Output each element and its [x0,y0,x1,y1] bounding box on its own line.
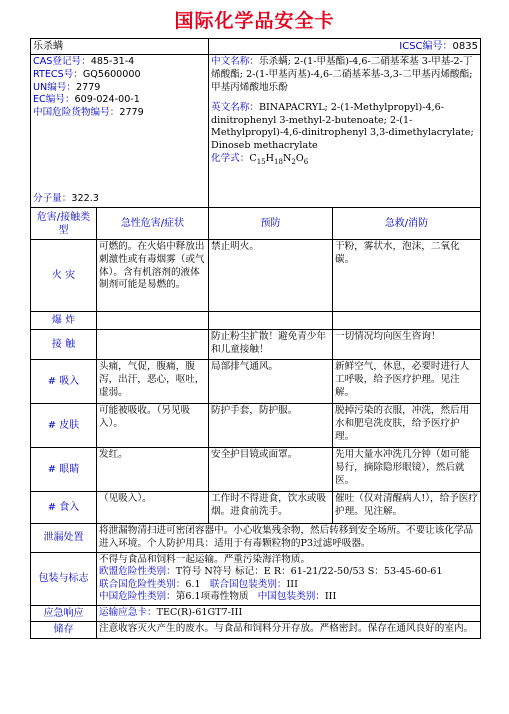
spill-label: 泄漏处置 [31,524,97,552]
emergency-label: 应急响应 [31,606,97,622]
cn-class-label: 中国危险性类别： [99,591,176,603]
hazard-prevention: 防止粉尘扩散！避免青少年和儿童接触！ [209,330,333,360]
packaging-line1: 不得与食品和饲料一起运输。严重污染海洋物质。 [99,553,311,565]
hazard-first-aid [333,312,481,330]
identifier-block [31,55,209,208]
cas-line [33,56,206,69]
hazard-symptoms [97,330,209,360]
hazard-prevention: 安全护目镜或面罩。 [209,448,333,492]
emergency-card-value: TEC(R)-61GT7-III [156,607,243,619]
hazard-prevention: 工作时不得进食，饮水或吸烟。进食前洗手。 [209,492,333,524]
cn-pack-value: III [324,591,337,603]
spill-row [31,524,481,552]
en-name-label: 英文名称： [211,102,259,114]
formula-h-count: 18 [274,157,283,166]
cn-class-value: 第6.1项毒性物质 [175,591,249,603]
formula-line [211,153,478,167]
hazard-type-label: 爆 炸 [31,312,97,330]
hazard-symptoms: 发红。 [97,448,209,492]
formula-h: H [265,152,275,164]
eu-class-label: 欧盟危险性类别： [99,566,176,578]
header-row [31,208,481,240]
cn-name-value: 乐杀螨; 2-(1-甲基酯)-4,6-二硝基苯基 3-甲基-2-丁烯酸酯; 2-(1-甲基丙基)-4,6-二硝基苯基-3,3-二甲基丙烯酸酯; 甲基丙烯酸地乐酚 [211,56,473,93]
en-name-value: BINAPACRYL; 2-(1-Methylpropyl)-4,6-dinitrophenyl 3-methyl-2-butenoate; 2-(1-Methylpropyl)-4,6-dinitrophenyl 3,3-dimethylacrylate; Dinoseb methacrylate [211,102,474,152]
hazard-row-contact [31,330,481,360]
emergency-block [97,606,481,622]
header-type: 危害/接触类型 [31,208,97,240]
hazard-row-fire [31,240,481,312]
en-name-line [211,102,478,153]
hazard-first-aid: 催吐（仅对清醒病人!），给予医疗护理。见注解。 [333,492,481,524]
mw-value: 322.3 [71,192,99,204]
names-block [209,55,481,208]
un-class-value: 6.1 [185,578,201,590]
hazard-type-label: # 皮肤 [31,404,97,448]
formula-n-count: 2 [291,157,296,166]
formula-label: 化学式： [211,152,250,164]
icsc-value: 0835 [452,41,478,52]
hazard-row-ingestion [31,492,481,524]
hazard-prevention: 禁止明火。 [209,240,333,312]
mw-label: 分子量： [33,192,72,204]
un-class-line [99,579,478,592]
cn-class-line [99,591,478,604]
un-value: 2779 [75,81,101,93]
cas-label: CAS登记号： [33,56,91,68]
header-first-aid: 急救/消防 [333,208,481,240]
identifier-row [31,55,481,208]
packaging-row [31,552,481,606]
hazard-type-label: # 眼睛 [31,448,97,492]
un-label: UN编号： [33,81,76,93]
icsc-card-table [30,38,481,639]
card-title: 国际化学品安全卡 [174,10,335,32]
un-pack-value: III [286,578,298,590]
packaging-label: 包装与标志 [31,552,97,606]
storage-text: 注意收容灭火产生的废水。与食品和饲料分开存放。严格密封。保存在通风良好的室内。 [97,622,481,638]
hazard-symptoms: 头痛，气促，腹痛，腹泻，出汗，恶心，呕吐，虚弱。 [97,360,209,404]
rtecs-line [33,69,206,82]
cn-name-line [211,56,478,94]
name-row [31,39,481,55]
cn-dg-value: 2779 [119,106,144,118]
hazard-first-aid: 一切情况均向医生咨询！ [333,330,481,360]
chemical-name-cn: 乐杀螨 [31,39,209,55]
header-symptoms: 急性危害/症状 [97,208,209,240]
spill-text: 将泄漏物清扫进可密闭容器中。小心收集残余物，然后转移到安全场所。不要让该化学品进入环境。个人防护用具：适用于有毒颗粒物的P3过滤呼吸器。 [97,524,481,552]
packaging-block [97,552,481,606]
un-class-label: 联合国危险性类别： [99,578,186,590]
hazard-first-aid: 干粉，雾状水，泡沫，二氧化碳。 [333,240,481,312]
formula-c-count: 15 [256,157,266,166]
hazard-type-label: 接 触 [31,330,97,360]
header-prevention: 预防 [209,208,333,240]
hazard-row-skin [31,404,481,448]
emergency-card-label: 运输应急卡： [99,607,157,619]
hazard-first-aid: 脱掉污染的衣服，冲洗，然后用水和肥皂洗皮肤，给予医疗护理。 [333,404,481,448]
icsc-number [209,39,481,55]
cn-pack-label: 中国包装类别： [257,591,325,603]
hazard-symptoms: （见吸入）。 [97,492,209,524]
hazard-prevention [209,312,333,330]
rtecs-value: GQ5600000 [82,68,141,80]
ec-label: EC编号： [33,94,75,106]
cas-value: 485-31-4 [90,56,135,68]
rtecs-label: RTECS号： [33,68,83,80]
eu-class-value: T符号 N符号 标记：E R：61-21/22-50/53 S：53-45-60-61 [175,566,443,578]
hazard-symptoms: 可能被吸收。（另见吸入）。 [97,404,209,448]
formula-c: C [249,152,257,164]
hazard-symptoms: 可燃的。在火焰中释放出刺激性或有毒烟雾（或气体）。含有机溶剂的液体制剂可能是易燃的。 [97,240,209,312]
cn-dg-label: 中国危险货物编号： [33,106,120,118]
hazard-type-label: 火 灾 [31,240,97,312]
eu-class-line [99,566,478,579]
formula-o-count: 6 [303,157,309,166]
hazard-row-eyes [31,448,481,492]
storage-label: 储存 [31,622,97,638]
hazard-type-label: # 食入 [31,492,97,524]
storage-row [31,622,481,638]
mw-line [33,193,99,206]
hazard-symptoms [97,312,209,330]
hazard-row-inhalation [31,360,481,404]
un-pack-label: 联合国包装类别： [209,578,287,590]
formula-n: N [282,152,292,164]
formula-o: O [295,152,304,164]
emergency-row [31,606,481,622]
spacer [211,94,478,102]
hazard-prevention: 防护手套，防护服。 [209,404,333,448]
un-line [33,82,206,95]
hazard-first-aid: 新鲜空气，休息，必要时进行人工呼吸，给予医疗护理。见注解。 [333,360,481,404]
ec-value: 609-024-00-1 [74,94,140,106]
hazard-first-aid: 先用大量水冲洗几分钟（如可能易行，摘除隐形眼镜），然后就医。 [333,448,481,492]
hazard-type-label: # 吸入 [31,360,97,404]
cn-name-label: 中文名称： [211,56,259,68]
hazard-prevention: 局部排气通风。 [209,360,333,404]
hazard-row-explosion [31,312,481,330]
icsc-label: ICSC编号： [399,41,453,52]
ec-line [33,94,206,107]
cn-dg-line [33,107,206,120]
